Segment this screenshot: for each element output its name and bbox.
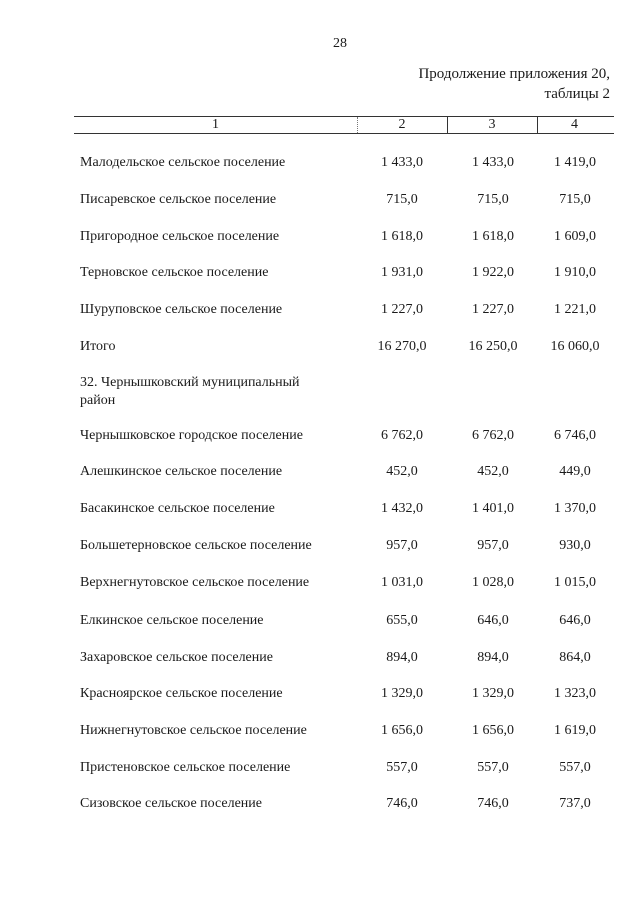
row-label: Терновское сельское поселение (80, 265, 269, 280)
value-col-4: 1 370,0 (554, 501, 596, 516)
value-col-2: 957,0 (386, 538, 418, 553)
continuation-line-2: таблицы 2 (544, 86, 610, 102)
value-col-2: 655,0 (386, 613, 418, 628)
header-cell-2: 2 (398, 117, 406, 132)
value-col-2: 1 227,0 (381, 302, 423, 317)
value-col-2: 1 329,0 (381, 686, 423, 701)
row-label: Малодельское сельское поселение (80, 155, 286, 170)
value-col-4: 1 323,0 (554, 686, 596, 701)
row-label: Сизовское сельское поселение (80, 796, 262, 811)
row-label: Итого (80, 339, 116, 354)
row-label: Нижнегнутовское сельское поселение (80, 723, 307, 738)
value-col-4: 646,0 (559, 613, 591, 628)
row-label: Пристеновское сельское поселение (80, 760, 291, 775)
row-label: Писаревское сельское поселение (80, 192, 277, 207)
value-col-3: 1 329,0 (472, 686, 514, 701)
value-col-3: 1 433,0 (472, 155, 514, 170)
value-col-2: 1 618,0 (381, 229, 423, 244)
value-col-4: 1 221,0 (554, 302, 596, 317)
header-cell-1: 1 (212, 117, 219, 132)
continuation-line-1: Продолжение приложения 20, (418, 66, 610, 82)
value-col-3: 1 401,0 (472, 501, 514, 516)
value-col-2: 557,0 (386, 760, 418, 775)
value-col-4: 737,0 (559, 796, 591, 811)
value-col-4: 1 015,0 (554, 575, 596, 590)
value-col-3: 715,0 (477, 192, 509, 207)
value-col-2: 715,0 (386, 192, 418, 207)
value-col-3: 6 762,0 (472, 428, 514, 443)
value-col-4: 449,0 (559, 464, 591, 479)
row-label: Чернышковское городское поселение (80, 428, 303, 443)
value-col-3: 1 227,0 (472, 302, 514, 317)
row-label: Красноярское сельское поселение (80, 686, 283, 701)
page-number: 28 (333, 36, 347, 51)
value-col-4: 1 619,0 (554, 723, 596, 738)
value-col-3: 1 028,0 (472, 575, 514, 590)
row-label: Елкинское сельское поселение (80, 613, 264, 628)
value-col-2: 1 931,0 (381, 265, 423, 280)
row-label: Шуруповское сельское поселение (80, 302, 283, 317)
value-col-4: 1 419,0 (554, 155, 596, 170)
value-col-2: 6 762,0 (381, 428, 423, 443)
row-label: Верхнегнутовское сельское поселение (80, 575, 310, 590)
value-col-3: 452,0 (477, 464, 509, 479)
value-col-3: 1 656,0 (472, 723, 514, 738)
value-col-3: 746,0 (477, 796, 509, 811)
value-col-3: 1 618,0 (472, 229, 514, 244)
value-col-2: 1 433,0 (381, 155, 423, 170)
value-col-3: 557,0 (477, 760, 509, 775)
value-col-2: 1 031,0 (381, 575, 423, 590)
row-label: Алешкинское сельское поселение (80, 464, 283, 479)
row-label: Большетерновское сельское поселение (80, 538, 312, 553)
value-col-4: 557,0 (559, 760, 591, 775)
header-cell-4: 4 (571, 117, 578, 132)
row-label: Басакинское сельское поселение (80, 501, 275, 516)
value-col-2: 746,0 (386, 796, 418, 811)
section-label: 32. Чернышковский муниципальный район (80, 375, 300, 408)
value-col-3: 894,0 (477, 650, 509, 665)
value-col-2: 894,0 (386, 650, 418, 665)
value-col-4: 16 060,0 (550, 339, 600, 354)
value-col-4: 715,0 (559, 192, 591, 207)
value-col-4: 1 609,0 (554, 229, 596, 244)
value-col-2: 1 432,0 (381, 501, 423, 516)
value-col-3: 646,0 (477, 613, 509, 628)
value-col-4: 864,0 (559, 650, 591, 665)
header-cell-3: 3 (488, 117, 496, 132)
value-col-4: 1 910,0 (554, 265, 596, 280)
value-col-2: 452,0 (386, 464, 418, 479)
value-col-4: 6 746,0 (554, 428, 596, 443)
value-col-4: 930,0 (559, 538, 591, 553)
row-label: Захаровское сельское поселение (80, 650, 273, 665)
value-col-3: 16 250,0 (468, 339, 518, 354)
value-col-2: 1 656,0 (381, 723, 423, 738)
value-col-2: 16 270,0 (377, 339, 427, 354)
value-col-3: 957,0 (477, 538, 509, 553)
row-label: Пригородное сельское поселение (80, 229, 280, 244)
value-col-3: 1 922,0 (472, 265, 514, 280)
